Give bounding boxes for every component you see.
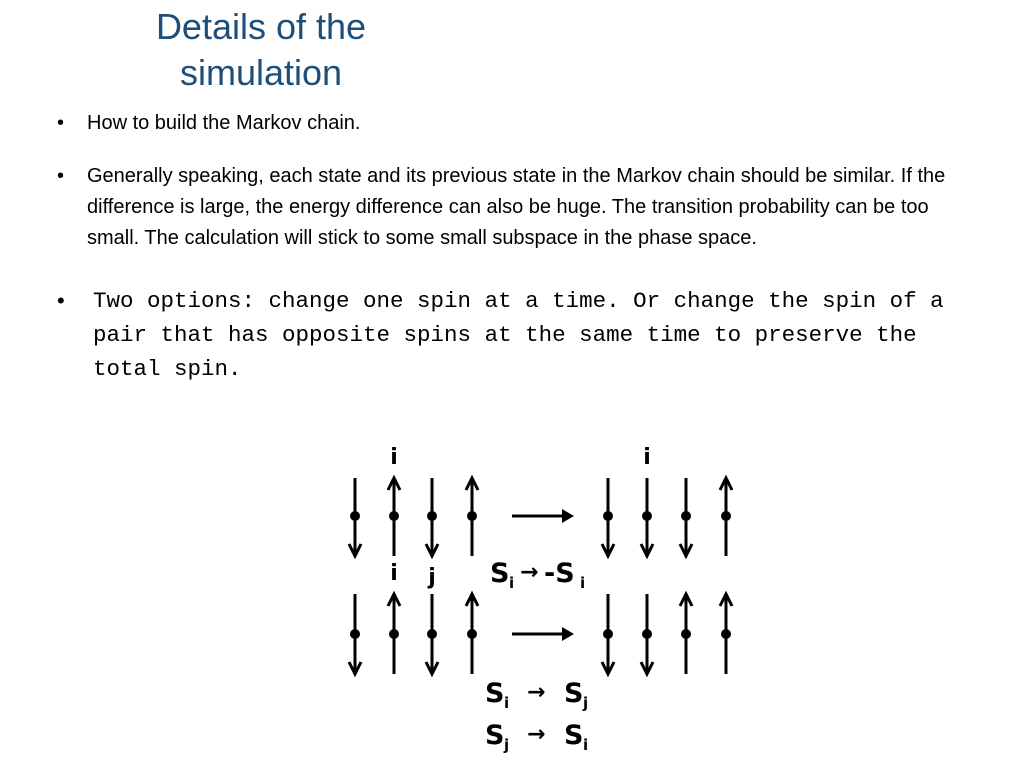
rule-from: S [485,720,505,751]
rule-to-sub: i [583,736,589,754]
spin-down-arrow-icon [602,594,614,674]
spin-down-arrow-icon [641,478,653,556]
spin-up-arrow-icon [720,594,732,674]
bullet-text: How to build the Markov chain. [87,112,361,134]
label-j-row2: j [428,565,436,590]
spin-up-arrow-icon [466,478,478,556]
bullet-item [55,108,975,139]
rule-from-sub: i [504,694,510,712]
spin-up-arrow-icon [466,594,478,674]
slide-title-line-1: Details of the [155,6,367,47]
label-i-row1-right: i [643,445,651,470]
spin-down-arrow-icon [641,594,653,674]
spin-up-arrow-icon [720,478,732,556]
bullet-text: Generally speaking, each state and its previous state in the Markov chain should be similar. If the difference is large, the energy difference can also be huge. The transition probability can be too small. The calculation will stick to some small subspace in the phase space. [87,165,946,249]
row1-transition-arrow [512,509,574,523]
rule-row2-a [485,678,588,712]
rule-arrow: → [520,560,539,585]
spin-down-arrow-icon [349,594,361,674]
spin-down-arrow-icon [680,478,692,556]
spin-arrows-group [349,478,732,674]
bullet-list [55,108,975,386]
bullet-marker: • [57,288,65,313]
rule-to: -S [544,558,575,589]
bullet-marker: • [57,112,65,134]
rule-to: S [564,678,584,709]
label-i-row1-left: i [390,445,398,470]
spin-flip-diagram [330,436,750,766]
rule-row2-b [485,720,588,754]
rule-from-sub: j [504,736,510,754]
bullet-marker: • [57,165,65,187]
slide-title [100,4,422,96]
rule-to-sub: i [580,574,586,592]
spin-down-arrow-icon [426,478,438,556]
spin-up-arrow-icon [388,478,400,556]
spin-up-arrow-icon [680,594,692,674]
rule-from: S [485,678,505,709]
spin-down-arrow-icon [349,478,361,556]
spin-up-arrow-icon [388,594,400,674]
bullet-item [55,284,975,386]
rule-to: S [564,720,584,751]
rule-to-sub: j [583,694,589,712]
bullet-text: Two options: change one spin at a time. Or change the spin of a pair that has opposite spins at the same time to preserve the total spin. [93,288,944,382]
row2-transition-arrow [512,627,574,641]
rule-arrow: → [527,680,546,705]
spin-down-arrow-icon [602,478,614,556]
label-i-row2: i [390,561,398,586]
slide-title-line-2: simulation [179,52,343,93]
rule-from: S [490,558,510,589]
spin-down-arrow-icon [426,594,438,674]
rule-from-sub: i [509,574,515,592]
bullet-item [55,161,975,254]
rule-row1 [490,558,585,592]
rule-arrow: → [527,722,546,747]
